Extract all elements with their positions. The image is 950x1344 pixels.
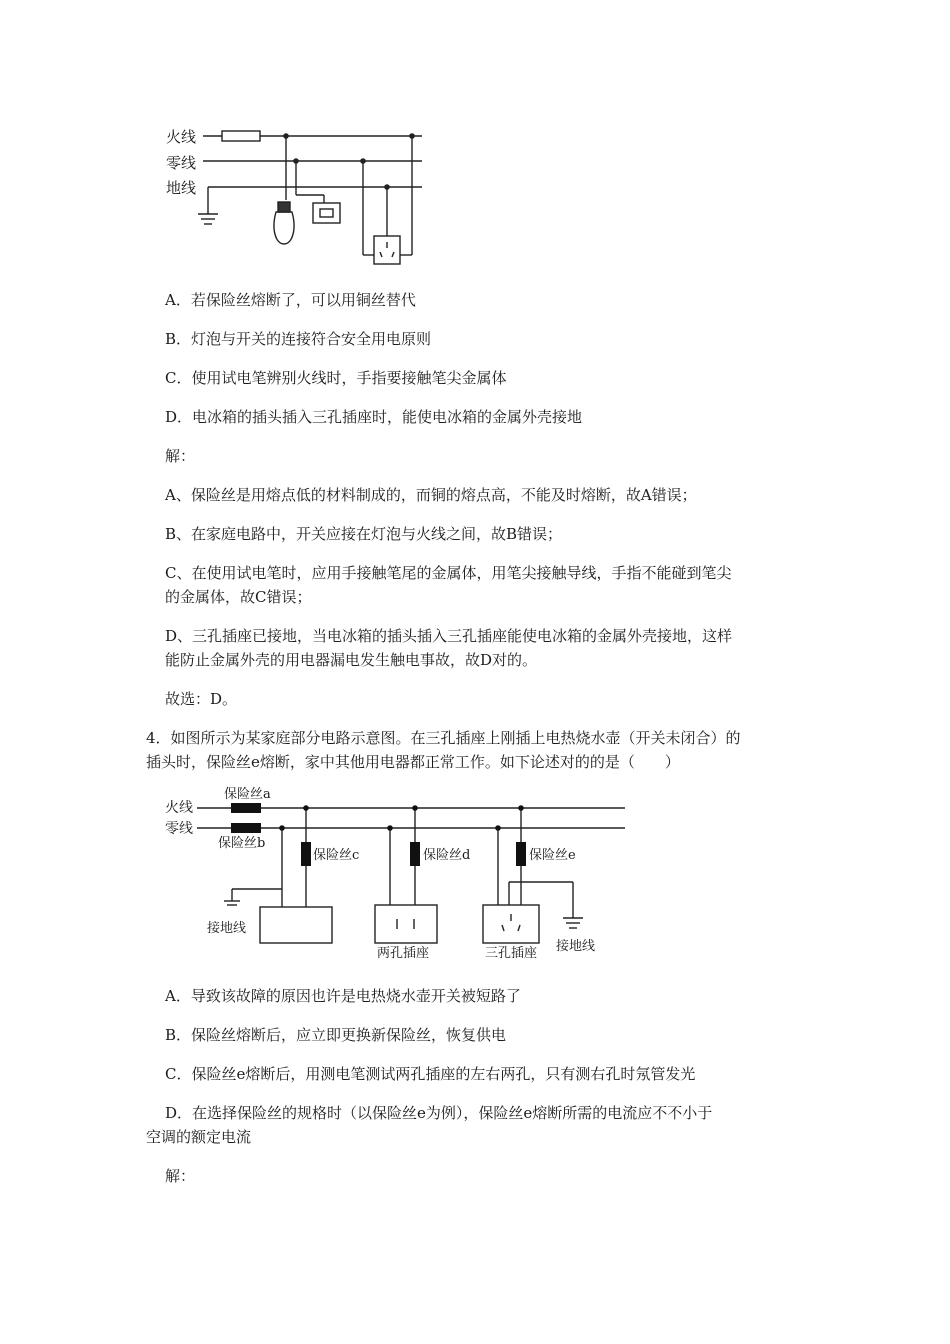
fuse xyxy=(222,131,260,141)
q3-explanation-d-line1: D、三孔插座已接地，当电冰箱的插头插入三孔插座能使电冰箱的金属外壳接地，这样 xyxy=(165,627,733,645)
q4-stem-line2: 插头时，保险丝e熔断，家中其他用电器都正常工作。如下论述对的的是（ ） xyxy=(146,753,680,771)
fuse-b xyxy=(231,823,261,833)
q3-explanation-a: A、保险丝是用熔点低的材料制成的，而铜的熔点高，不能及时熔断，故A错误； xyxy=(165,486,697,504)
label-fuse-b: 保险丝b xyxy=(218,836,266,851)
fuse-a xyxy=(231,803,261,813)
label-neutral-wire: 零线 xyxy=(165,821,193,837)
q3-option-c: C．使用试电笔辨别火线时，手指要接触笔尖金属体 xyxy=(165,369,507,387)
label-live-wire: 火线 xyxy=(165,800,193,816)
two-hole-socket xyxy=(375,905,437,943)
label-ground-wire-left: 接地线 xyxy=(207,921,247,936)
q4-option-d-line2: 空调的额定电流 xyxy=(146,1128,252,1146)
fuse-e xyxy=(516,842,526,866)
q3-explanation-c-line2: 的金属体，故C错误； xyxy=(165,588,312,606)
q3-option-a: A．若保险丝熔断了，可以用铜丝替代 xyxy=(165,291,416,309)
three-hole-socket xyxy=(374,236,400,264)
q4-solution-label: 解： xyxy=(165,1167,196,1185)
fuse-c xyxy=(301,842,311,866)
label-fuse-c: 保险丝c xyxy=(313,848,360,863)
q3-option-b: B．灯泡与开关的连接符合安全用电原则 xyxy=(165,330,432,348)
label-fuse-e: 保险丝e xyxy=(529,848,576,863)
label-neutral-wire: 零线 xyxy=(166,154,197,172)
q3-explanation-c-line1: C、在使用试电笔时，应用手接触笔尾的金属体，用笔尖接触导线，手指不能碰到笔尖 xyxy=(165,564,732,582)
label-ground-wire: 地线 xyxy=(166,179,197,197)
q4-option-c: C．保险丝e熔断后，用测电笔测试两孔插座的左右两孔，只有测右孔时氖管发光 xyxy=(165,1065,696,1083)
label-three-hole-socket: 三孔插座 xyxy=(485,946,538,961)
q3-option-d: D．电冰箱的插头插入三孔插座时，能使电冰箱的金属外壳接地 xyxy=(165,408,583,426)
light-bulb xyxy=(274,212,294,244)
q3-solution-label: 解： xyxy=(165,447,196,465)
q3-explanation-d-line2: 能防止金属外壳的用电器漏电发生触电事故，故D对的。 xyxy=(165,651,538,669)
q4-stem-line1: 4．如图所示为某家庭部分电路示意图。在三孔插座上刚插上电热烧水壶（开关未闭合）的 xyxy=(146,729,741,747)
label-live-wire: 火线 xyxy=(166,128,197,146)
figure-household-circuit xyxy=(0,0,950,280)
label-fuse-d: 保险丝d xyxy=(423,848,471,863)
three-hole-socket xyxy=(483,905,539,943)
q4-option-d-line1: D．在选择保险丝的规格时（以保险丝e为例），保险丝e熔断所需的电流应不不小于 xyxy=(165,1104,713,1122)
label-fuse-a: 保险丝a xyxy=(224,787,271,802)
q3-explanation-b: B、在家庭电路中，开关应接在灯泡与火线之间，故B错误； xyxy=(165,525,563,543)
q3-answer: 故选：D。 xyxy=(165,690,238,708)
air-conditioner-box xyxy=(260,907,332,943)
q4-option-b: B．保险丝熔断后，应立即更换新保险丝，恢复供电 xyxy=(165,1026,507,1044)
label-two-hole-socket: 两孔插座 xyxy=(377,946,430,961)
q4-option-a: A．导致该故障的原因也许是电热烧水壶开关被短路了 xyxy=(165,987,521,1005)
label-ground-wire-right: 接地线 xyxy=(556,939,596,954)
fuse-d xyxy=(410,842,420,866)
figure-fuse-circuit xyxy=(0,775,950,975)
